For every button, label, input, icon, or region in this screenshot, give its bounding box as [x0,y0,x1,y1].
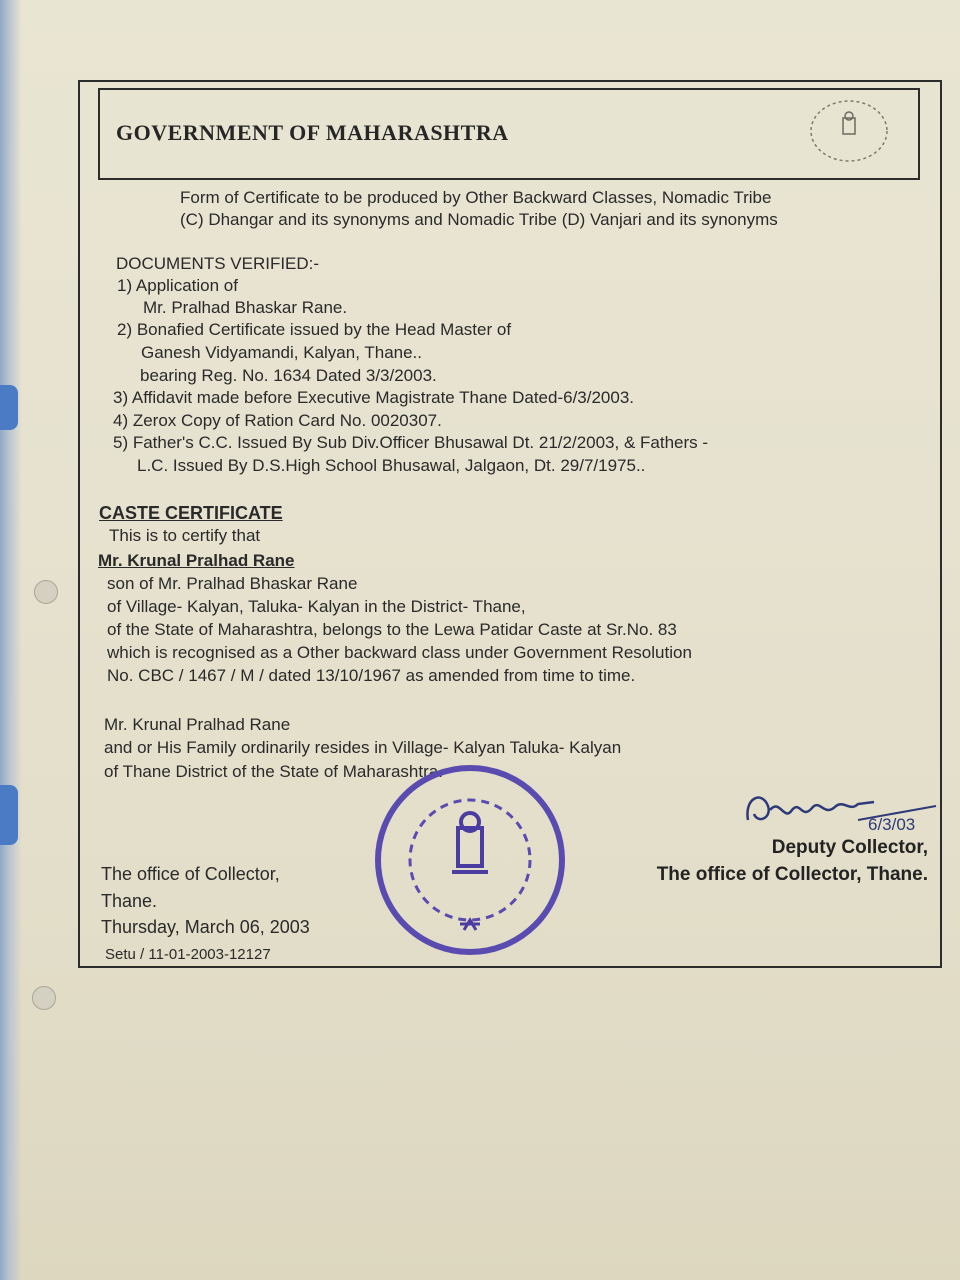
issue-date: Thursday, March 06, 2003 [101,917,310,937]
handwritten-signature [740,780,950,840]
certificate-body-line: which is recognised as a Other backward class under Government Resolution [107,643,692,662]
caste-certificate-heading: CASTE CERTIFICATE [99,503,283,523]
government-title: GOVERNMENT OF MAHARASHTRA [116,120,509,145]
binder-edge [0,0,22,1280]
document-item: 1) Application of [117,276,238,295]
document-item: 5) Father's C.C. Issued By Sub Div.Officer Bhusawal Dt. 21/2/2003, & Fathers - [113,433,709,452]
document-item: L.C. Issued By D.S.High School Bhusawal, Jalgaon, Dt. 29/7/1975.. [137,456,646,475]
signature-date: 6/3/03 [868,815,916,834]
document-item: Ganesh Vidyamandi, Kalyan, Thane.. [141,343,422,362]
binder-tab [0,785,18,845]
state-emblem-seal-icon [806,96,892,166]
punch-hole [34,580,58,604]
certificate-body-line: No. CBC / 1467 / M / dated 13/10/1967 as amended from time to time. [107,666,636,685]
certify-intro: This is to certify that [109,526,261,545]
residence-line: and or His Family ordinarily resides in Village- Kalyan Taluka- Kalyan [104,738,622,757]
document-item: Mr. Pralhad Bhaskar Rane. [143,298,348,317]
official-round-stamp-icon [370,760,570,960]
residence-line: Mr. Krunal Pralhad Rane [104,715,291,734]
documents-verified-heading: DOCUMENTS VERIFIED:- [116,254,320,273]
issuer-city: Thane. [101,891,158,911]
certificate-body-line: son of Mr. Pralhad Bhaskar Rane [107,574,358,593]
certificate-body-line: of Village- Kalyan, Taluka- Kalyan in the District- Thane, [107,597,526,616]
binder-tab [0,385,18,430]
punch-hole [32,986,56,1010]
document-item: 3) Affidavit made before Executive Magistrate Thane Dated-6/3/2003. [113,388,635,407]
candidate-name: Mr. Krunal Pralhad Rane [98,551,295,570]
certificate-body-line: of the State of Maharashtra, belongs to the Lewa Patidar Caste at Sr.No. 83 [107,620,677,639]
form-title-line: (C) Dhangar and its synonyms and Nomadic Tribe (D) Vanjari and its synonyms [180,210,778,229]
reference-number: Setu / 11-01-2003-12127 [105,946,271,963]
document-item: 2) Bonafied Certificate issued by the Head Master of [117,320,512,339]
document-item: bearing Reg. No. 1634 Dated 3/3/2003. [140,366,437,385]
residence-line: of Thane District of the State of Maharashtra. [104,762,443,781]
document-item: 4) Zerox Copy of Ration Card No. 0020307. [113,411,442,430]
issuer-office: The office of Collector, [101,864,280,884]
form-title [180,187,880,231]
deputy-collector-title: Deputy Collector, [771,837,928,858]
form-title-line: Form of Certificate to be produced by Other Backward Classes, Nomadic Tribe [180,188,772,207]
collector-office-thane: The office of Collector, Thane. [656,864,928,885]
